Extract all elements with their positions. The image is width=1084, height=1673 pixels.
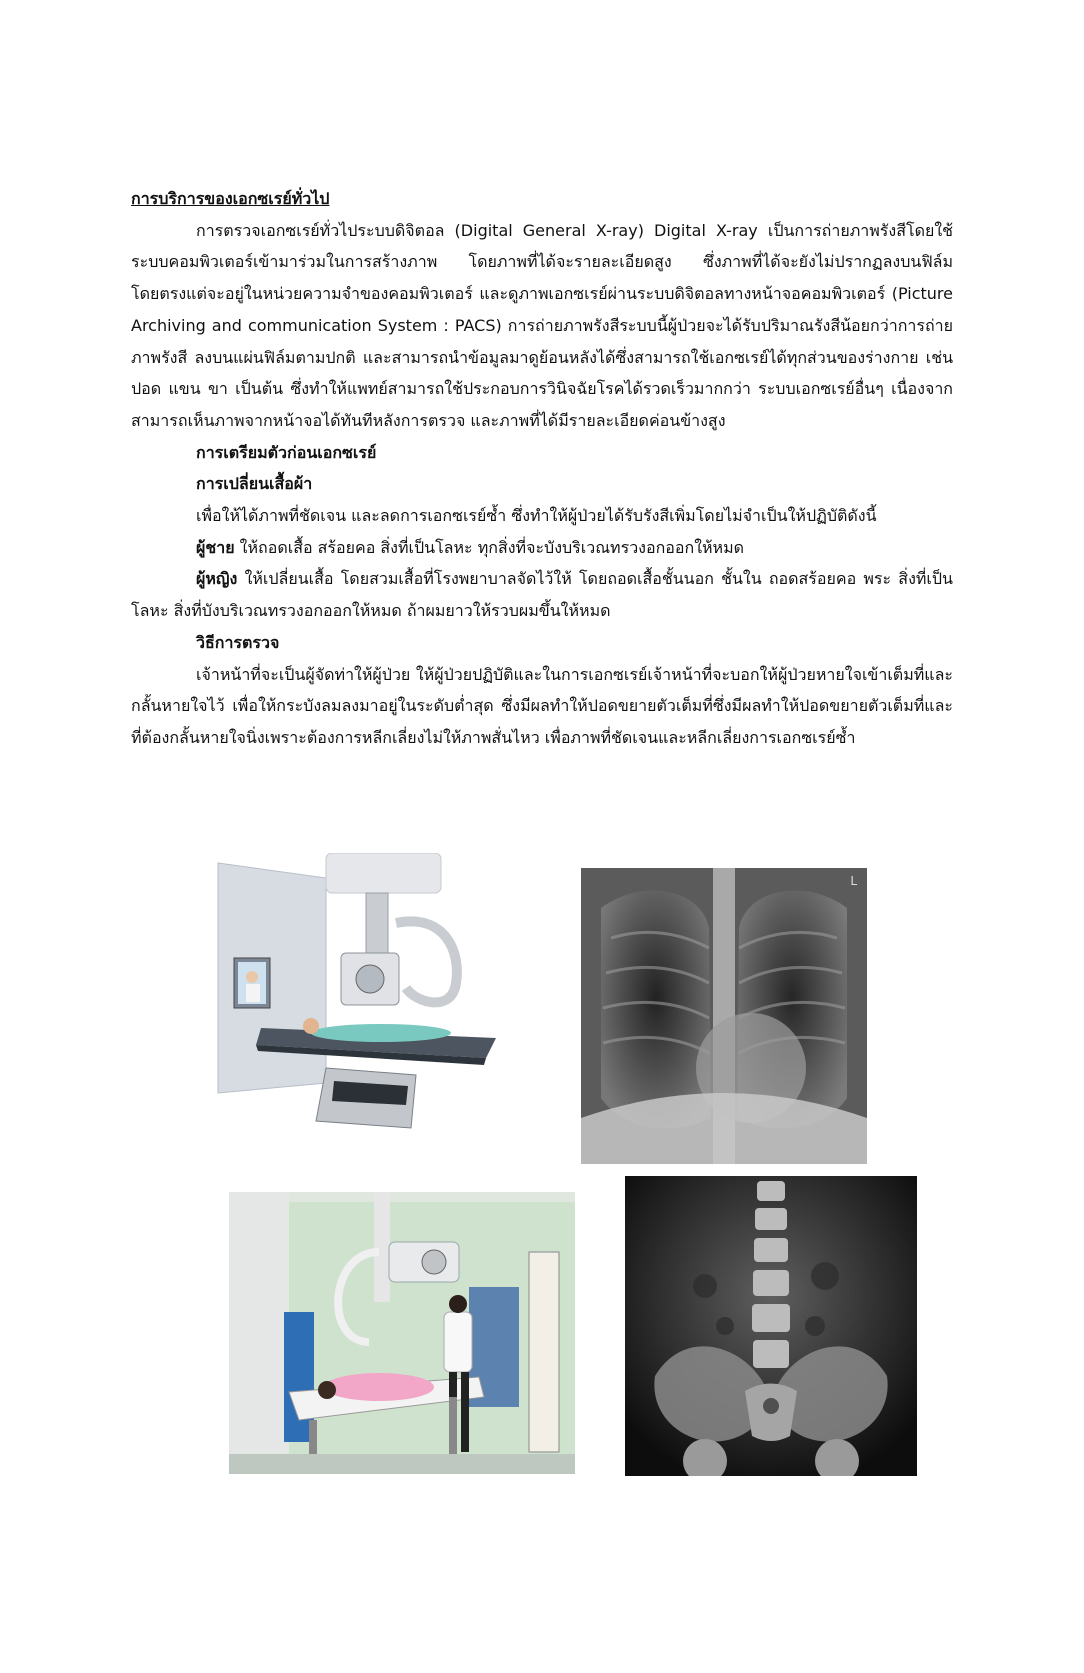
chest-xray-graphic xyxy=(581,868,867,1164)
abdomen-xray-graphic xyxy=(625,1176,917,1476)
xray-room-illustration-image xyxy=(216,853,516,1147)
female-label: ผู้หญิง xyxy=(196,569,238,589)
document-body xyxy=(131,183,953,754)
female-instructions xyxy=(131,563,953,626)
xray-room-illustration xyxy=(216,853,516,1147)
intro-paragraph: การตรวจเอกซเรย์ทั่วไประบบดิจิตอล (Digital General X-ray) Digital X-ray เป็นการถ่ายภาพรังสีโดยใช้ระบบคอมพิวเตอร์เข้ามาร่วมในการสร้างภาพ โดยภาพที่ได้จะรายละเอียดสูง ซึ่งภาพที่ได้จะยังไม่ปรากฏลงบนฟิล์มโดยตรงแต่จะอยู่ในหน่วยความจำของคอมพิวเตอร์ และดูภาพเอกซเรย์ผ่านระบบดิจิตอลทางหน้าจอคอมพิวเตอร์ (Picture Archiving and communication System : PACS) การถ่ายภาพรังสีระบบนี้ผู้ป่วยจะได้รับปริมาณรังสีน้อยกว่าการถ่ายภาพรังสี ลงบนแผ่นฟิล์มตามปกติ และสามารถนำข้อมูลมาดูย้อนหลังได้ซึ่งสามารถใช้เอกซเรย์ได้ทุกส่วนของร่างกาย เช่น ปอด แขน ขา เป็นต้น ซึ่งทำให้แพทย์สามารถใช้ประกอบการวินิจฉัยโรคได้รวดเร็วมากกว่า ระบบเอกซเรย์อื่นๆ เนื่องจากสามารถเห็นภาพจากหน้าจอได้ทันทีหลังการตรวจ และภาพที่ได้มีรายละเอียดค่อนข้างสูง xyxy=(131,220,953,430)
method-paragraph: เจ้าหน้าที่จะเป็นผู้จัดท่าให้ผู้ป่วย ให้ผู้ป่วยปฏิบัติและในการเอกซเรย์เจ้าหน้าที่จะบอกให้ผู้ป่วยหายใจเข้าเต็มที่และกลั้นหายใจไว้ เพื่อให้กระบังลมลงมาอยู่ในระดับต่ำสุด ซึ่งมีผลทำให้ปอดขยายตัวเต็มที่ซึ่งมีผลทำให้ปอดขยายตัวเต็มที่และที่ต้องกลั้นหายใจนิ่งเพราะต้องการหลีกเลี่ยงไม่ให้ภาพสั่นไหว เพื่อภาพที่ชัดเจนและหลีกเลี่ยงการเอกซเรย์ซ้ำ xyxy=(131,664,953,747)
section-title: การบริการของเอกซเรย์ทั่วไป xyxy=(131,189,330,208)
clothes-paragraph: เพื่อให้ได้ภาพที่ชัดเจน และลดการเอกซเรย์ซ้ำ ซึ่งทำให้ผู้ป่วยได้รับรังสีเพิ่มโดยไม่จำเป็นให้ปฏิบัติดังนี้ xyxy=(196,506,877,526)
male-instructions xyxy=(131,532,953,564)
chest-xray-image xyxy=(581,868,867,1164)
prep-heading: การเตรียมตัวก่อนเอกซเรย์ xyxy=(196,442,377,462)
clothes-heading: การเปลี่ยนเสื้อผ้า xyxy=(196,474,313,494)
chest-xray-marker: L xyxy=(850,874,857,888)
abdomen-xray-image xyxy=(625,1176,917,1476)
male-text: ให้ถอดเสื้อ สร้อยคอ สิ่งที่เป็นโลหะ ทุกสิ่งที่จะบังบริเวณทรวงอกออกให้หมด xyxy=(234,537,745,557)
xray-room-photo xyxy=(229,1192,575,1474)
male-label: ผู้ชาย xyxy=(196,537,235,557)
female-text: ให้เปลี่ยนเสื้อ โดยสวมเสื้อที่โรงพยาบาลจัดไว้ให้ โดยถอดเสื้อชั้นนอก ชั้นใน ถอดสร้อยคอ พระ สิ่งที่เป็นโลหะ สิ่งที่บังบริเวณทรวงอกออกให้หมด ถ้าผมยาวให้รวบผมขึ้นให้หมด xyxy=(131,569,953,621)
xray-room-photo-image xyxy=(229,1192,575,1474)
method-heading: วิธีการตรวจ xyxy=(196,632,280,652)
